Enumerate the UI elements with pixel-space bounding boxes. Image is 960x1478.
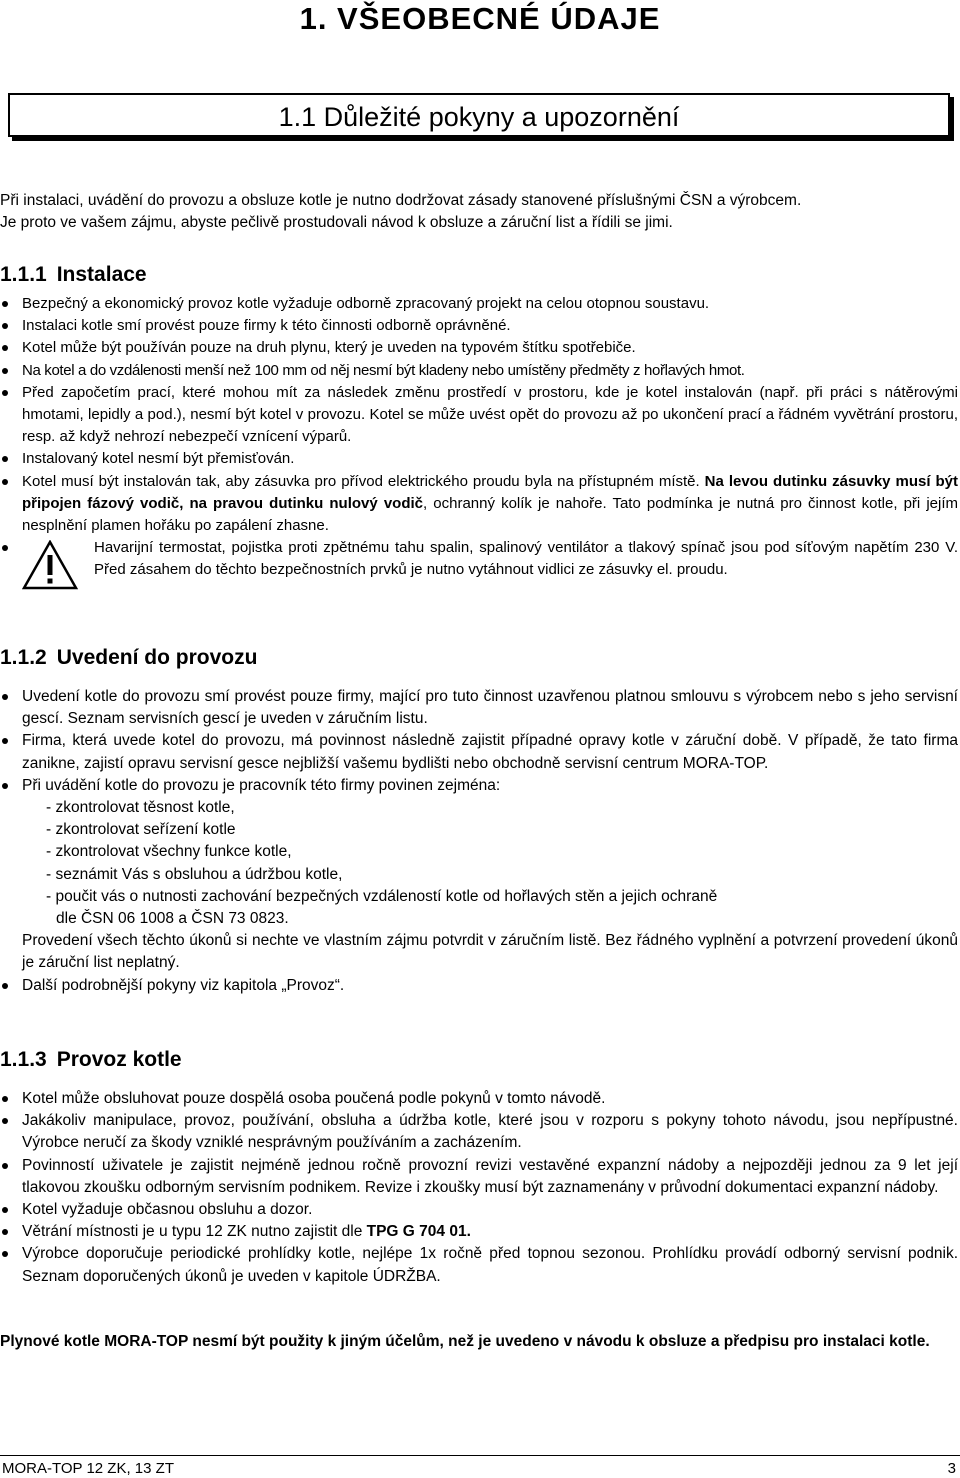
instalace-list: [0, 293, 958, 582]
list-item: [0, 1221, 958, 1243]
list-item: [0, 775, 958, 975]
checks-note: Provedení všech těchto úkonů si nechte ve vlastním zájmu potvrdit v záručním listě. Bez řádného vyplnění a potvrzení provedení úkonů je záruční list neplatný.: [22, 932, 958, 972]
list-item: Bezpečný a ekonomický provoz kotle vyžaduje odborně zpracovaný projekt na celou otopnou soustavu.: [0, 293, 958, 315]
list-item: Na kotel a do vzdálenosti menší než 100 mm od něj nesmí být kladeny nebo umístěny předměty z hořlavých hmot.: [0, 360, 958, 382]
footer-divider: [0, 1455, 960, 1456]
heading-number: 1.1.1: [0, 263, 47, 286]
check-item: - zkontrolovat seřízení kotle: [46, 821, 236, 839]
list-item: Povinností uživatele je zajistit nejméně jednou ročně provozní revizi vestavěné expanzní nádoby a nejpozději jednou za 9 let její tlakovou zkoušku odborným servisním podnikem. Revize i zkoušky musí být zaznamenány v průvodní dokumentaci expanzní nádoby.: [0, 1155, 958, 1199]
heading-provoz: [0, 1047, 182, 1073]
list-item: Kotel může obsluhovat pouze dospělá osoba poučená podle pokynů v tomto návodě.: [0, 1088, 958, 1110]
list-item: Instalovaný kotel nesmí být přemisťován.: [0, 448, 958, 470]
heading-text: Provoz kotle: [56, 1048, 182, 1071]
check-item-continued: dle ČSN 06 1008 a ČSN 73 0823.: [56, 910, 289, 928]
heading-text: Uvedení do provozu: [56, 646, 258, 669]
provoz-list: [0, 1088, 958, 1288]
list-item: Výrobce doporučuje periodické prohlídky kotle, nejlépe 1x ročně před topnou sezonou. Prohlídku provádí odborný servisní podnik. Seznam doporučených úkonů je uveden v kapitole ÚDRŽBA.: [0, 1243, 958, 1287]
heading-text: Instalace: [56, 263, 147, 286]
section-title: 1.1 Důležité pokyny a upozornění: [278, 102, 680, 132]
warning-text: Havarijní termostat, pojistka proti zpětnému tahu spalin, spalinový ventilátor a tlakový spínač jsou pod síťovým napětím 230 V. Před zásahem do těchto bezpečnostních prvků je nutno vytáhnout vidlici ze zásuvky el. proudu.: [94, 539, 958, 579]
check-item: - seznámit Vás s obsluhou a údržbou kotle,: [46, 865, 343, 883]
list-item-warning: [0, 537, 958, 581]
list-item: [0, 471, 958, 538]
footer-model: MORA-TOP 12 ZK, 13 ZT: [2, 1460, 174, 1477]
socket-text-bold: Na levou dutinku zásuvky musí být připojen fázový vodič, na pravou dutinku nulový vodič: [22, 472, 959, 512]
list-item: Další podrobnější pokyny viz kapitola „Provoz“.: [0, 975, 958, 997]
heading-number: 1.1.2: [0, 646, 47, 669]
list-item: Kotel vyžaduje občasnou obsluhu a dozor.: [0, 1199, 958, 1221]
heading-uvedeni: [0, 645, 257, 671]
section-title-box: [8, 93, 950, 137]
socket-text: Kotel musí být instalován tak, aby zásuvka pro přívod elektrického proudu byla na přístupném místě.: [22, 472, 705, 490]
intro-line: Je proto ve vašem zájmu, abyste pečlivě prostudovali návod k obsluze a záruční list a řídili se jimi.: [0, 214, 673, 231]
socket-text: , ochranný kolík je nahoře. Tato podmínka je nutná pro činnost kotle, při jejím nesplnění plamen hořáku po zapálení zhasne.: [22, 494, 958, 535]
intro-paragraph: [0, 190, 950, 234]
vent-text: Větrání místnosti je u typu 12 ZK nutno zajistit dle: [22, 1223, 367, 1241]
check-item: - zkontrolovat těsnost kotle,: [46, 799, 235, 817]
heading-number: 1.1.3: [0, 1048, 47, 1071]
closing-note: Plynové kotle MORA-TOP nesmí být použity k jiným účelům, než je uvedeno v návodu k obsluze a předpisu pro instalaci kotle.: [0, 1333, 930, 1350]
list-item: Kotel může být používán pouze na druh plynu, který je uveden na typovém štítku spotřebiče.: [0, 337, 958, 359]
check-item: - zkontrolovat všechny funkce kotle,: [46, 843, 292, 861]
checks-intro: Při uvádění kotle do provozu je pracovník této firmy povinen zejména:: [22, 776, 501, 794]
intro-line: Při instalaci, uvádění do provozu a obsluze kotle je nutno dodržovat zásady stanovené příslušnými ČSN a výrobcem.: [0, 192, 802, 209]
list-item: Před započetím prací, které mohou mít za následek změnu prostředí v prostoru, kde je kotel instalován (např. při práci s nátěrovými hmotami, lepidly a pod.), nesmí být kotel v provozu. Kotel se může uvést opět do provozu až po ukončení prací a řádném vyvětrání prostoru, resp. až když nehrozí nebezpečí vznícení výparů.: [0, 382, 958, 449]
heading-instalace: [0, 262, 147, 288]
list-item: Uvedení kotle do provozu smí provést pouze firmy, mající pro tuto činnost uzavřenou platnou smlouvu s výrobcem nebo s jeho servisní gescí. Seznam servisních gescí je uveden v záručním listu.: [0, 686, 958, 730]
list-item: Jakákoliv manipulace, provoz, používání, obsluha a údržba kotle, které jsou v rozporu s pokyny tohoto návodu, jsou nepřípustné. Výrobce neručí za škody vzniklé nesprávným používáním a zacházením.: [0, 1110, 958, 1154]
check-item: - poučit vás o nutnosti zachování bezpečných vzdáleností kotle od hořlavých stěn a jejich ochraně: [46, 887, 718, 905]
vent-standard: TPG G 704 01.: [366, 1223, 471, 1241]
page-title: 1. VŠEOBECNÉ ÚDAJE: [299, 1, 661, 36]
page-number: 3: [947, 1460, 956, 1477]
list-item: Instalaci kotle smí provést pouze firmy k této činnosti odborně oprávněné.: [0, 315, 958, 337]
list-item: Firma, která uvede kotel do provozu, má povinnost následně zajistit případné opravy kotle v záruční době. V případě, že tato firma zanikne, zajistí opravu servisní gesce nejbližší vašemu bydlišti nebo obchodně servisní centrum MORA-TOP.: [0, 730, 958, 774]
uvedeni-list: [0, 686, 958, 997]
warning-triangle-icon: [22, 540, 78, 590]
